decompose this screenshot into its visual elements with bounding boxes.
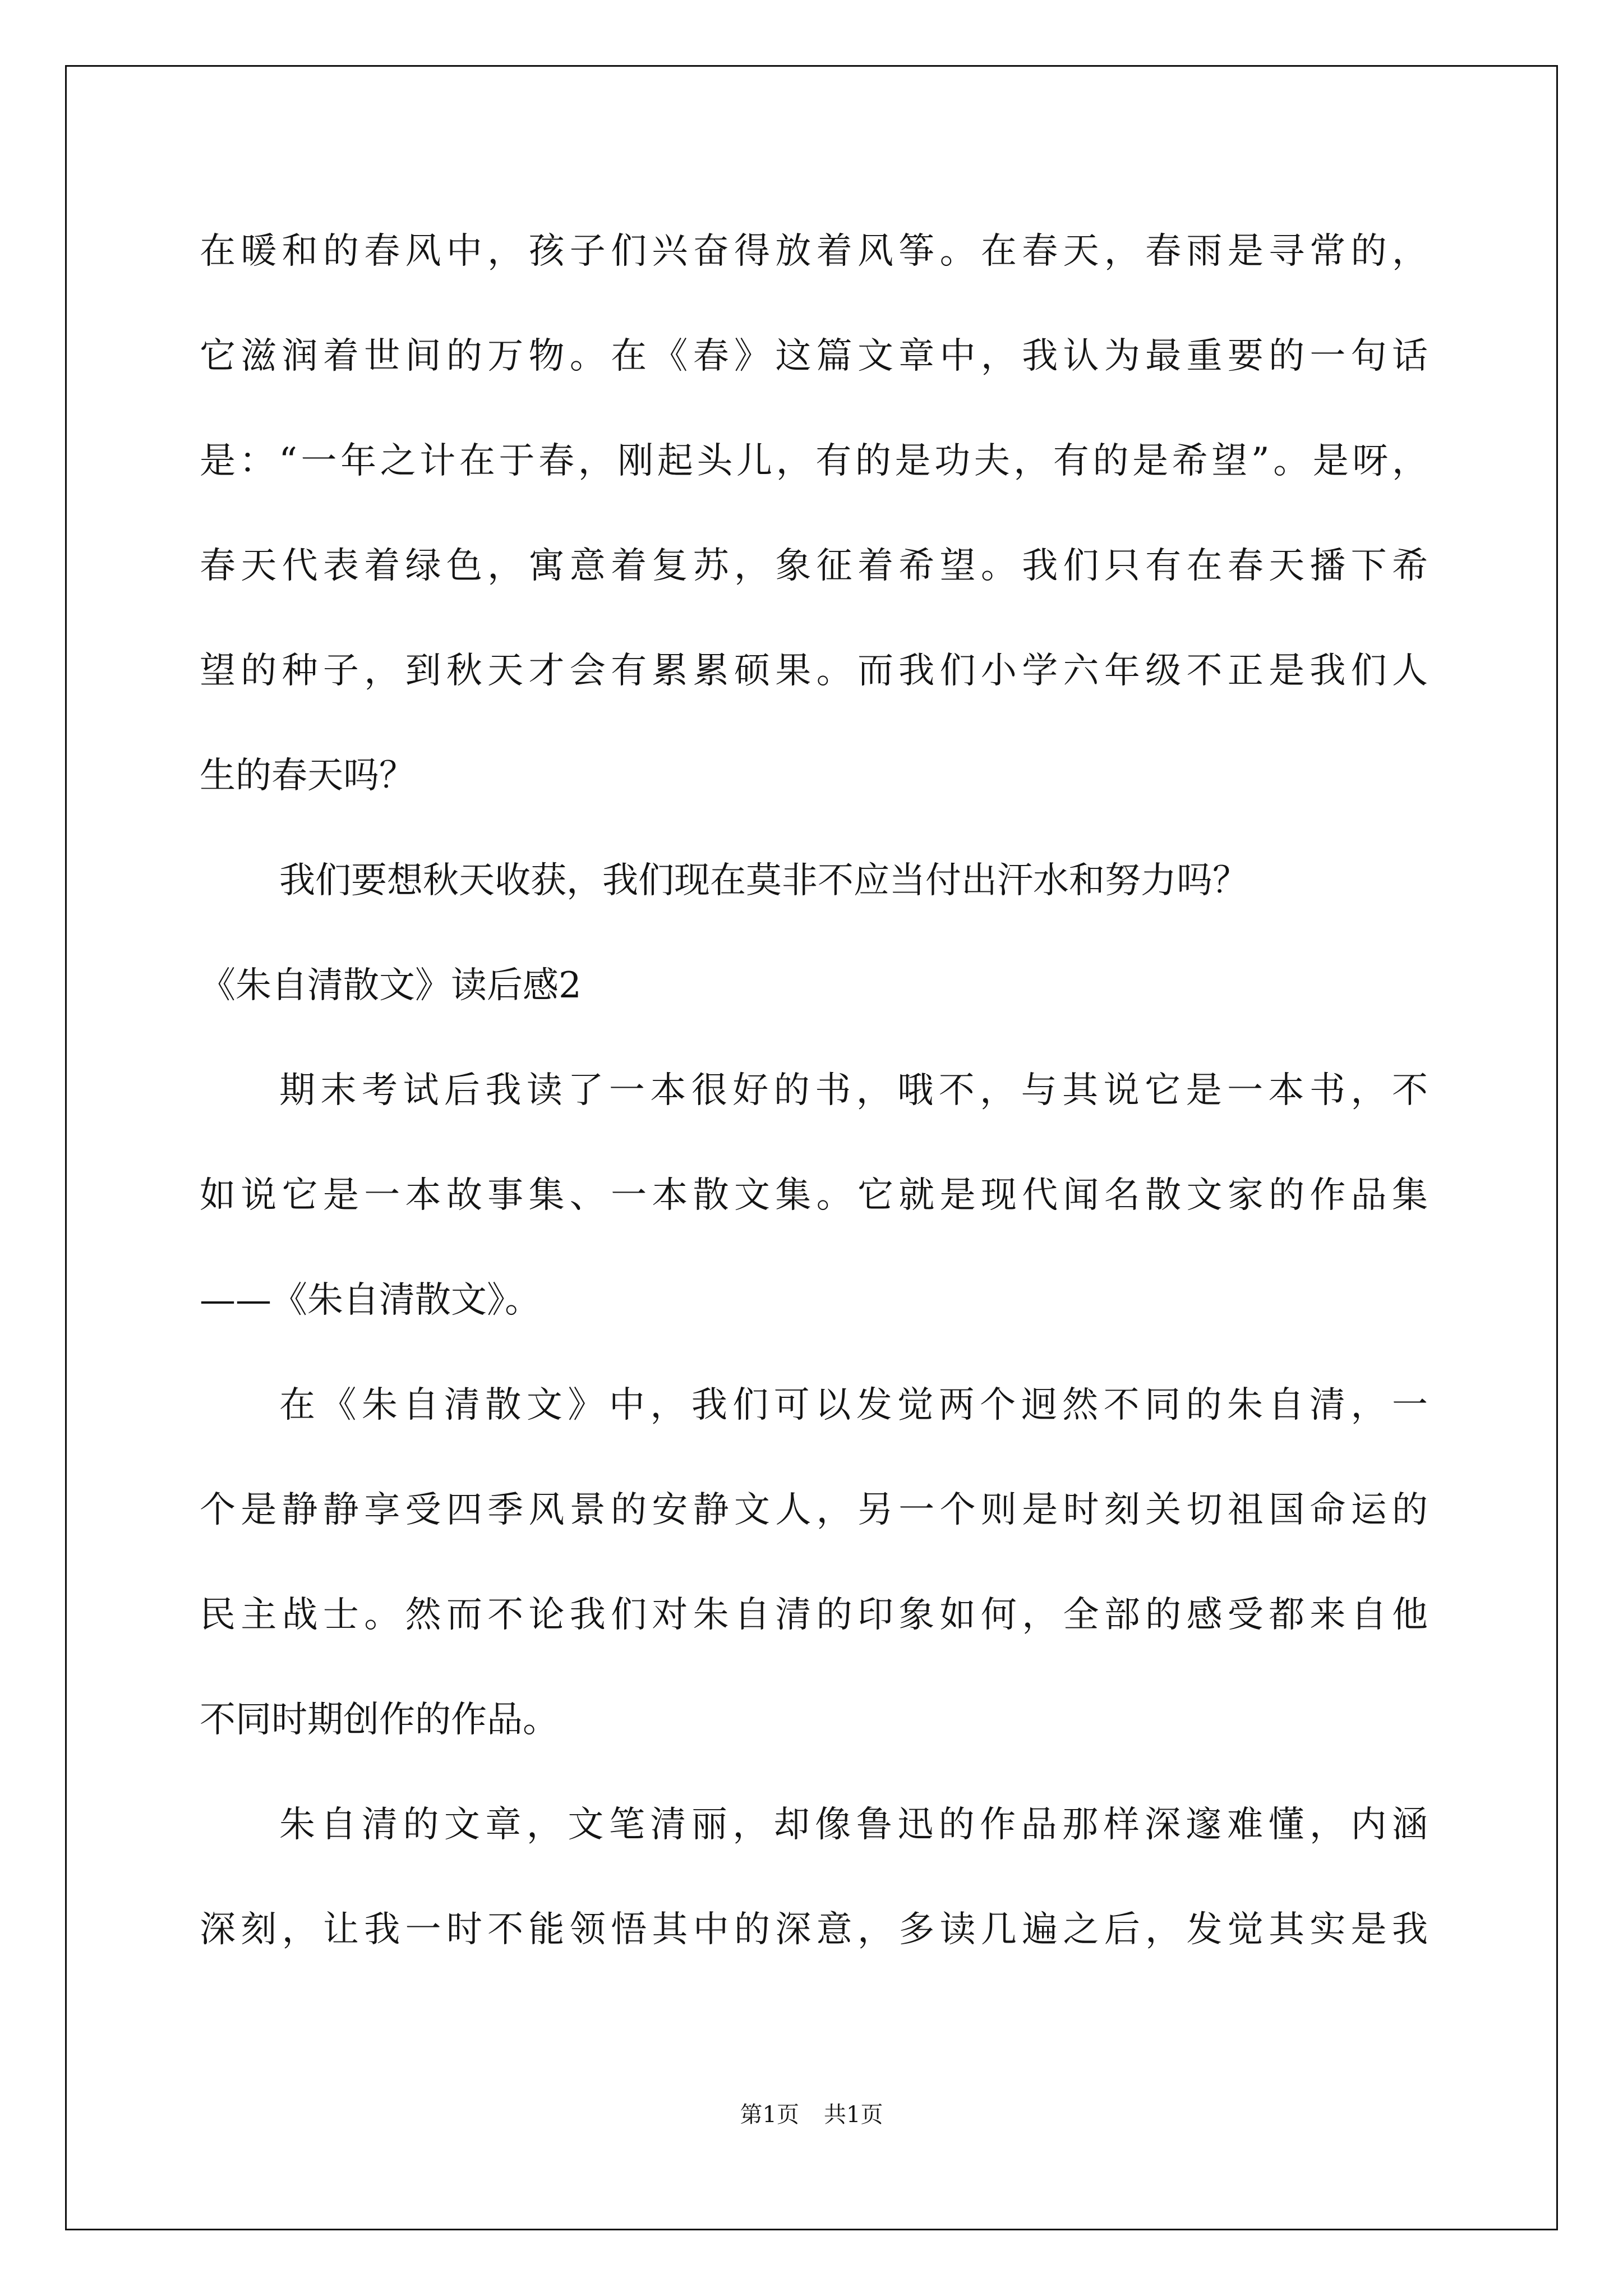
paragraph-line: 民主战士。然而不论我们对朱自清的印象如何，全部的感受都来自他 <box>200 1594 1428 1636</box>
paragraph-line: 朱自清的文章，文笔清丽，却像鲁迅的作品那样深邃难懂，内涵 <box>279 1804 1428 1846</box>
paragraph-line: ——《朱自清散文》。 <box>200 1280 541 1321</box>
paragraph-line: 它滋润着世间的万物。在《春》这篇文章中，我认为最重要的一句话 <box>200 335 1428 377</box>
paragraph-line: 春天代表着绿色，寓意着复苏，象征着希望。我们只有在春天播下希 <box>200 545 1428 587</box>
page-footer <box>0 2098 1623 2132</box>
paragraph-line: 在暖和的春风中，孩子们兴奋得放着风筝。在春天，春雨是寻常的， <box>200 231 1428 272</box>
paragraph-line: 深刻，让我一时不能领悟其中的深意，多读几遍之后，发觉其实是我 <box>200 1909 1428 1950</box>
paragraph-line: 我们要想秋天收获，我们现在莫非不应当付出汗水和努力吗？ <box>279 860 1248 901</box>
paragraph-line: 不同时期创作的作品。 <box>200 1699 559 1741</box>
paragraph-line: 如说它是一本故事集、一本散文集。它就是现代闻名散文家的作品集 <box>200 1175 1428 1216</box>
paragraph-line: 在《朱自清散文》中，我们可以发觉两个迥然不同的朱自清，一 <box>279 1384 1428 1426</box>
page-total: 共1页 <box>824 2102 883 2128</box>
paragraph-line: 期末考试后我读了一本很好的书，哦不，与其说它是一本书，不 <box>279 1070 1428 1111</box>
paragraph-line: 个是静静享受四季风景的安静文人，另一个则是时刻关切祖国命运的 <box>200 1489 1428 1531</box>
paragraph-line: 是：“一年之计在于春，刚起头儿，有的是功夫，有的是希望”。是呀， <box>200 440 1428 482</box>
section-heading: 《朱自清散文》读后感2 <box>200 965 582 1006</box>
paragraph-line: 生的春天吗？ <box>200 755 415 797</box>
paragraph-line: 望的种子，到秋天才会有累累硕果。而我们小学六年级不正是我们人 <box>200 650 1428 692</box>
page-number: 第1页 <box>740 2102 799 2128</box>
